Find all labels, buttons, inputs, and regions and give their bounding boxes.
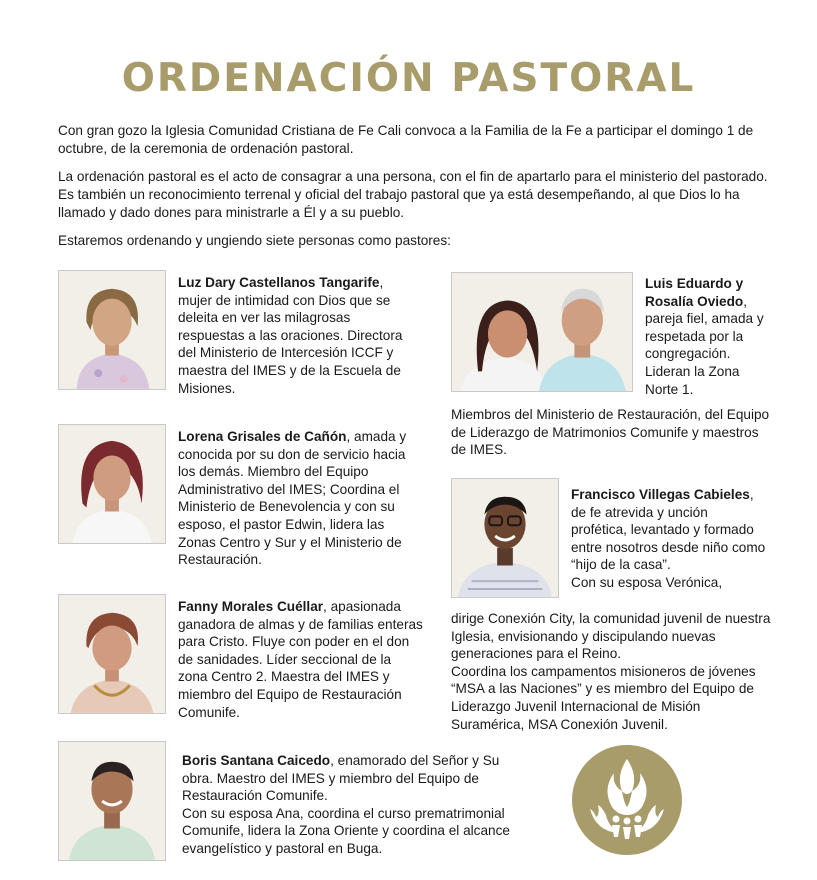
- pastor-name: Luz Dary Castellanos Tangarife: [178, 275, 380, 290]
- bio-francisco-continued: [451, 610, 771, 733]
- pastor-bio: , pareja fiel, amada y respetada por la congregación. Lideran la Zona Norte 1.: [645, 293, 764, 397]
- pastor-bio: , mujer de intimidad con Dios que se deleita en ver las milagrosas respuestas a las oraciones. Directora del Ministerio de Intercesión ICCF y maestra del IMES y de la Escuela de Misiones.: [178, 275, 403, 396]
- bio-boris: [182, 752, 512, 858]
- flame-hands-logo-icon: [572, 745, 682, 855]
- pastor-bio: , de fe atrevida y unción profética, levantado y formado entre nosotros desde niño como “hijo de la casa”.: [571, 487, 766, 573]
- bio-luz-dary: [178, 274, 418, 397]
- photo-luz-dary: [58, 270, 166, 390]
- pastor-bio: , amada y conocida por su don de servicio hacia los demás. Miembro del Equipo Administrativo del IMES; Coordina el Ministerio de Benevolencia y con su esposo, el pastor Edwin, lidera las Zonas Centro y Sur y el Ministerio de Restauración.: [178, 429, 407, 568]
- bio-luis-rosalia-continued: Miembros del Ministerio de Restauración, del Equipo de Liderazgo de Matrimonios Comunife y maestros de IMES.: [451, 407, 770, 458]
- page-title: ORDENACIÓN PASTORAL: [121, 56, 696, 101]
- photo-fanny: [58, 594, 166, 714]
- pastor-name: Luis Eduardo y Rosalía Oviedo: [645, 276, 744, 309]
- photo-francisco: [451, 478, 559, 598]
- bio-fanny: [178, 598, 424, 721]
- portrait-woman-icon: [59, 271, 165, 389]
- portrait-man-icon: [59, 742, 165, 860]
- photo-lorena: [58, 424, 166, 544]
- intro-paragraph-3: Estaremos ordenando y ungiendo siete personas como pastores:: [58, 233, 451, 248]
- portrait-woman-icon: [59, 595, 165, 713]
- pastor-bio: , enamorado del Señor y Su obra. Maestro del IMES y miembro del Equipo de Restauración Comunife.: [182, 753, 500, 804]
- bio-luis-rosalia: [645, 275, 765, 398]
- photo-luis-rosalia: [451, 272, 633, 392]
- pastor-bio: , apasionada ganadora de almas y de familias enteras para Cristo. Fluye con poder en el don de sanidades. Líder seccional de la zona Centro 2. Maestra del IMES y miembro del Equipo de Restauración Comunife.: [178, 599, 423, 720]
- pastor-bio-continued: Con su esposa Ana, coordina el curso prematrimonial Comunife, lidera la Zona Oriente y coordina el alcance evangelístico y pastoral en Buga.: [182, 805, 510, 856]
- intro-paragraph-2: La ordenación pastoral es el acto de consagrar a una persona, con el fin de apartarlo para el ministerio del pastorado. Es también un reconocimiento terrenal y oficial del trabajo pastoral que ya está desempeñando, al que Dios lo ha llamado y dado dones para ministrarle a Él y a su pueblo.: [58, 169, 768, 220]
- portrait-woman-icon: [59, 425, 165, 543]
- bio-francisco: [571, 486, 767, 592]
- pastor-name: Francisco Villegas Cabieles: [571, 487, 750, 502]
- portrait-couple-icon: [452, 273, 632, 391]
- photo-boris: [58, 741, 166, 861]
- pastor-name: Fanny Morales Cuéllar: [178, 599, 324, 614]
- pastor-bio-continued: dirige Conexión City, la comunidad juvenil de nuestra Iglesia, envisionando y discipulando nuevas generaciones para el Reino.: [451, 611, 771, 662]
- pastor-name: Lorena Grisales de Cañón: [178, 429, 347, 444]
- portrait-man-icon: [452, 479, 558, 597]
- pastor-bio-continued: Con su esposa Verónica,: [571, 574, 723, 590]
- pastor-bio-continued: Coordina los campamentos misioneros de jóvenes “MSA a las Naciones” y es miembro del Equipo de Liderazgo Juvenil Internacional de Misión Suramérica, MSA Conexión Juvenil.: [451, 663, 756, 732]
- bio-lorena: [178, 428, 418, 569]
- pastor-name: Boris Santana Caicedo: [182, 753, 331, 768]
- intro-paragraph-1: Con gran gozo la Iglesia Comunidad Cristiana de Fe Cali convoca a la Familia de la Fe a participar el domingo 1 de octubre, de la ceremonia de ordenación pastoral.: [58, 123, 754, 156]
